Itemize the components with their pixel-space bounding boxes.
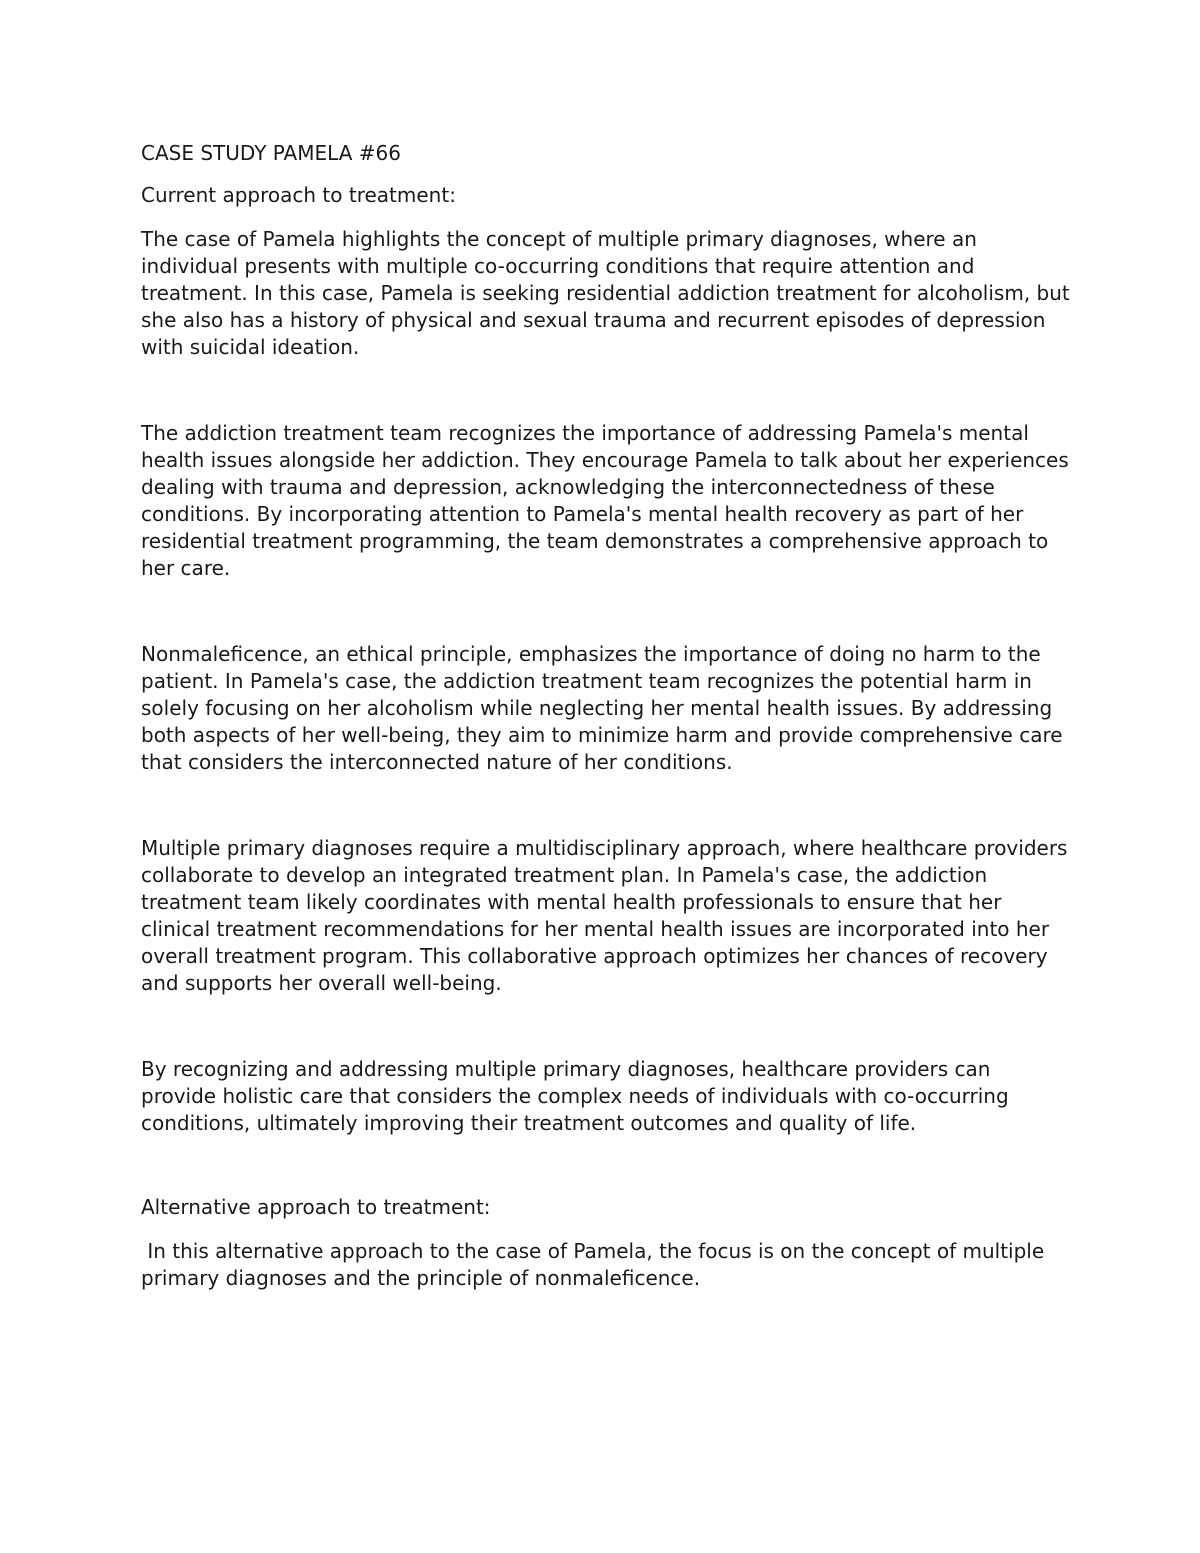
document-title: CASE STUDY PAMELA #66 <box>141 141 401 165</box>
paragraph-treatment-team: The addiction treatment team recognizes the importance of addressing Pamela's mental health issues alongside her addiction. They encourage Pamela to talk about her experiences dealing with trauma and depression, acknowledging the interconnectedness of these conditions. By incorporating attention to Pamela's mental health recovery as part of her residential treatment programming, the team demonstrates a comprehensive approach to her care. <box>141 421 1069 580</box>
section-heading-alternative-approach: Alternative approach to treatment: <box>141 1195 491 1219</box>
paragraph-multiple-diagnoses: The case of Pamela highlights the concept of multiple primary diagnoses, where an individual presents with multiple co-occurring conditions that require attention and treatment. In this case, Pamela is seeking residential addiction treatment for alcoholism, but she also has a history of physical and sexual trauma and recurrent episodes of depression with suicidal ideation. <box>141 227 1070 359</box>
section-heading-current-approach: Current approach to treatment: <box>141 183 456 207</box>
paragraph-alternative-approach: In this alternative approach to the case of Pamela, the focus is on the concept of multiple primary diagnoses and the principle of nonmaleficence. <box>141 1239 1051 1290</box>
paragraph-nonmaleficence: Nonmaleficence, an ethical principle, emphasizes the importance of doing no harm to the patient. In Pamela's case, the addiction treatment team recognizes the potential harm in solely focusing on her alcoholism while neglecting her mental health issues. By addressing both aspects of her well-being, they aim to minimize harm and provide comprehensive care that considers the interconnected nature of her conditions. <box>141 642 1063 774</box>
paragraph-multidisciplinary: Multiple primary diagnoses require a multidisciplinary approach, where healthcare providers collaborate to develop an integrated treatment plan. In Pamela's case, the addiction treatment team likely coordinates with mental health professionals to ensure that her clinical treatment recommendations for her mental health issues are incorporated into her overall treatment program. This collaborative approach optimizes her chances of recovery and supports her overall well-being. <box>141 836 1068 995</box>
paragraph-holistic-care: By recognizing and addressing multiple primary diagnoses, healthcare providers can provide holistic care that considers the complex needs of individuals with co-occurring conditions, ultimately improving their treatment outcomes and quality of life. <box>141 1057 1009 1135</box>
document-body <box>141 140 1071 1351</box>
